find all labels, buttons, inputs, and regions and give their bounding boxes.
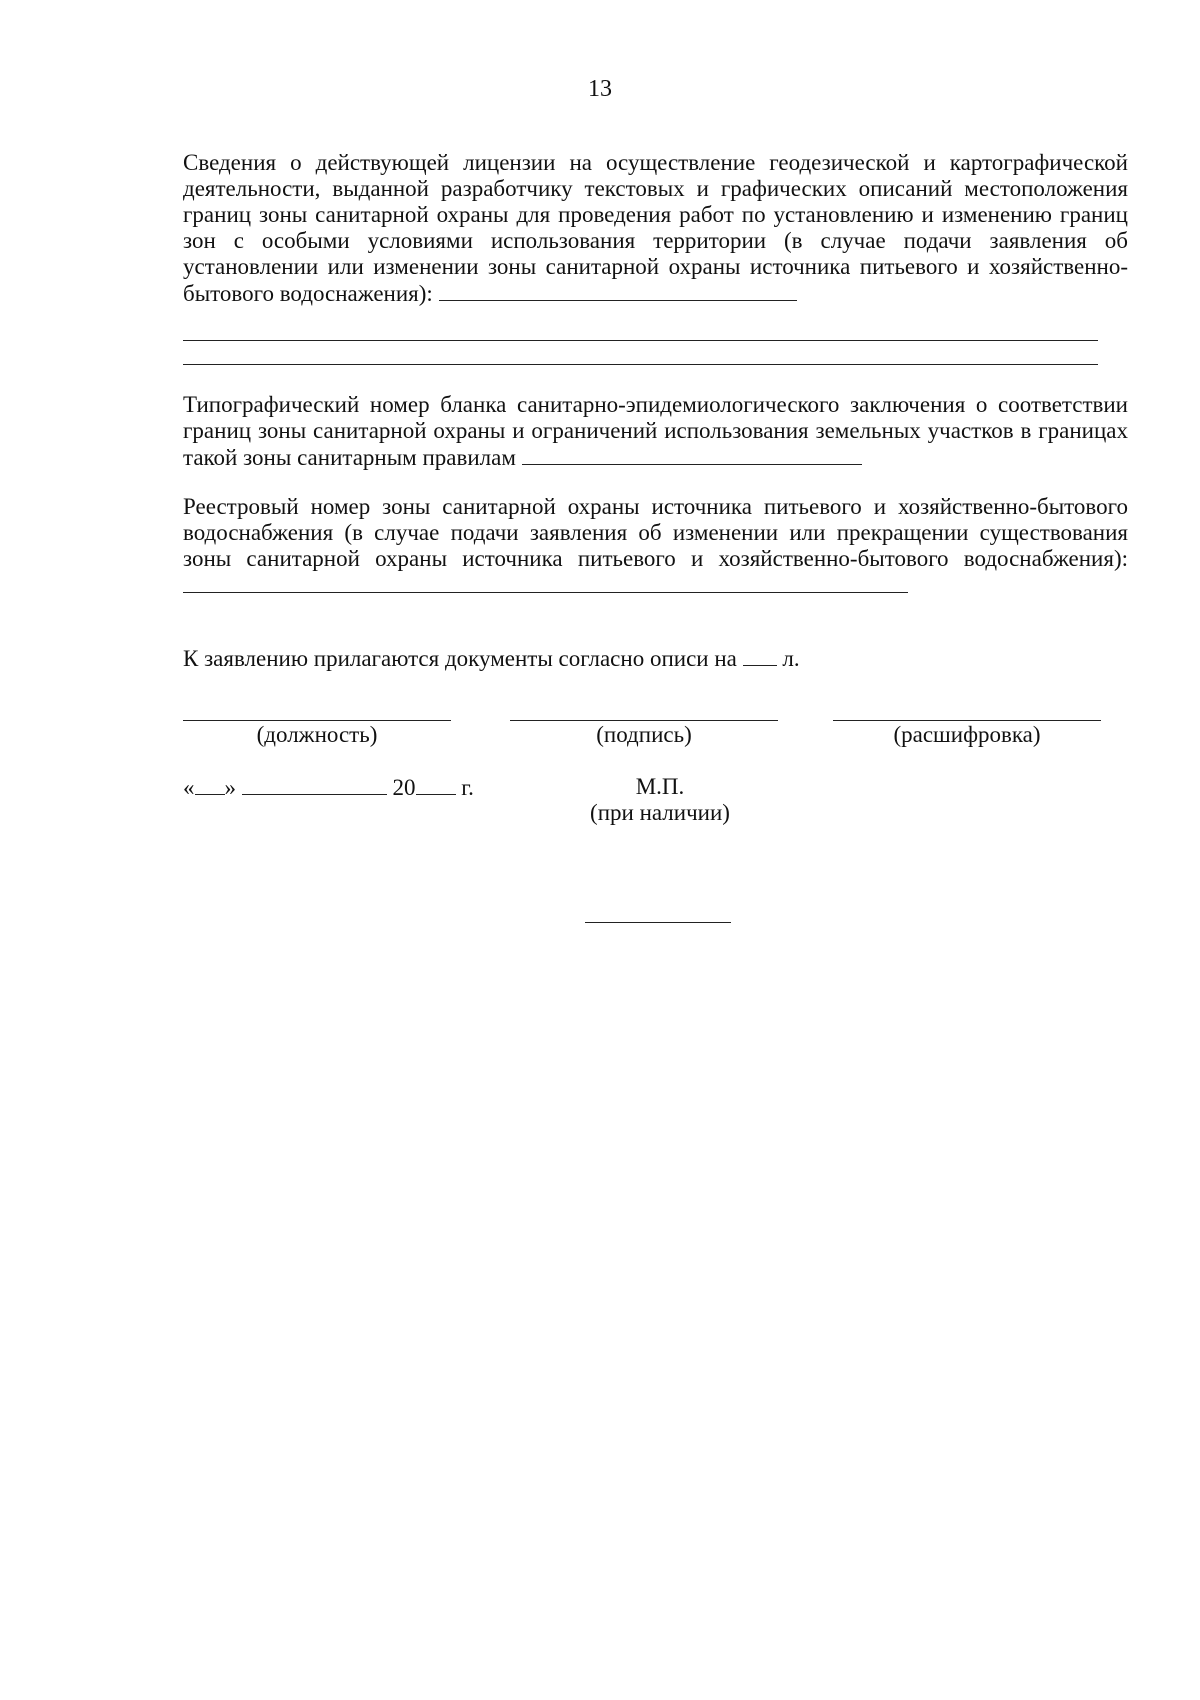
license-info-text: Сведения о действующей лицензии на осуществление геодезической и картографической деятельности, выданной разработчику текстовых и графических описаний местоположения границ зоны санитарной охраны для проведения работ по установлению и изменению границ зон с особыми условиями использования территории (в случае подачи заявления об установлении или изменении зоны санитарной охраны источника питьевого и хозяйственно-бытового водоснажения): [183,150,1128,306]
date-year-prefix: 20 [392,775,416,800]
stamp-label: М.П. [635,774,685,799]
date-close-quote: » [224,775,236,800]
license-info-field-line-1[interactable] [439,280,797,301]
attachments-count-field[interactable] [743,645,777,666]
signature-line[interactable] [510,720,778,721]
position-caption: (должность) [256,722,378,747]
date-year-suffix: г. [461,775,474,800]
registry-number-paragraph [183,494,1128,599]
date-open-quote: « [183,775,195,800]
stamp-note: (при наличии) [590,800,730,825]
date-day-field[interactable] [195,774,225,795]
decoding-caption: (расшифровка) [893,722,1041,747]
date-year-field[interactable] [416,774,456,795]
page-number: 13 [588,76,612,102]
attachments-line [183,645,800,672]
license-info-field-line-2[interactable] [183,340,1098,341]
attachments-suffix: л. [782,646,800,671]
registry-number-text: Реестровый номер зоны санитарной охраны источника питьевого и хозяйственно-бытового водоснабжения (в случае подачи заявления об изменении или прекращении существования зоны санитарной охраны источника питьевого и хозяйственно-бытового водоснабжения): [183,494,1128,571]
typographic-number-text: Типографический номер бланка санитарно-эпидемиологического заключения о соответствии границ зоны санитарной охраны и ограничений использования земельных участков в границах такой зоны санитарным правилам [183,392,1128,470]
attachments-prefix: К заявлению прилагаются документы согласно описи на [183,646,737,671]
license-info-paragraph [183,150,1128,307]
registry-number-field[interactable] [183,572,908,593]
typographic-number-field[interactable] [522,444,862,465]
license-info-field-line-3[interactable] [183,364,1098,365]
signature-caption: (подпись) [596,722,692,747]
date-line [183,774,474,801]
date-month-field[interactable] [242,774,387,795]
typographic-number-paragraph [183,392,1128,471]
position-signature-line[interactable] [183,720,451,721]
decoding-signature-line[interactable] [833,720,1101,721]
closing-separator-line [585,922,731,923]
